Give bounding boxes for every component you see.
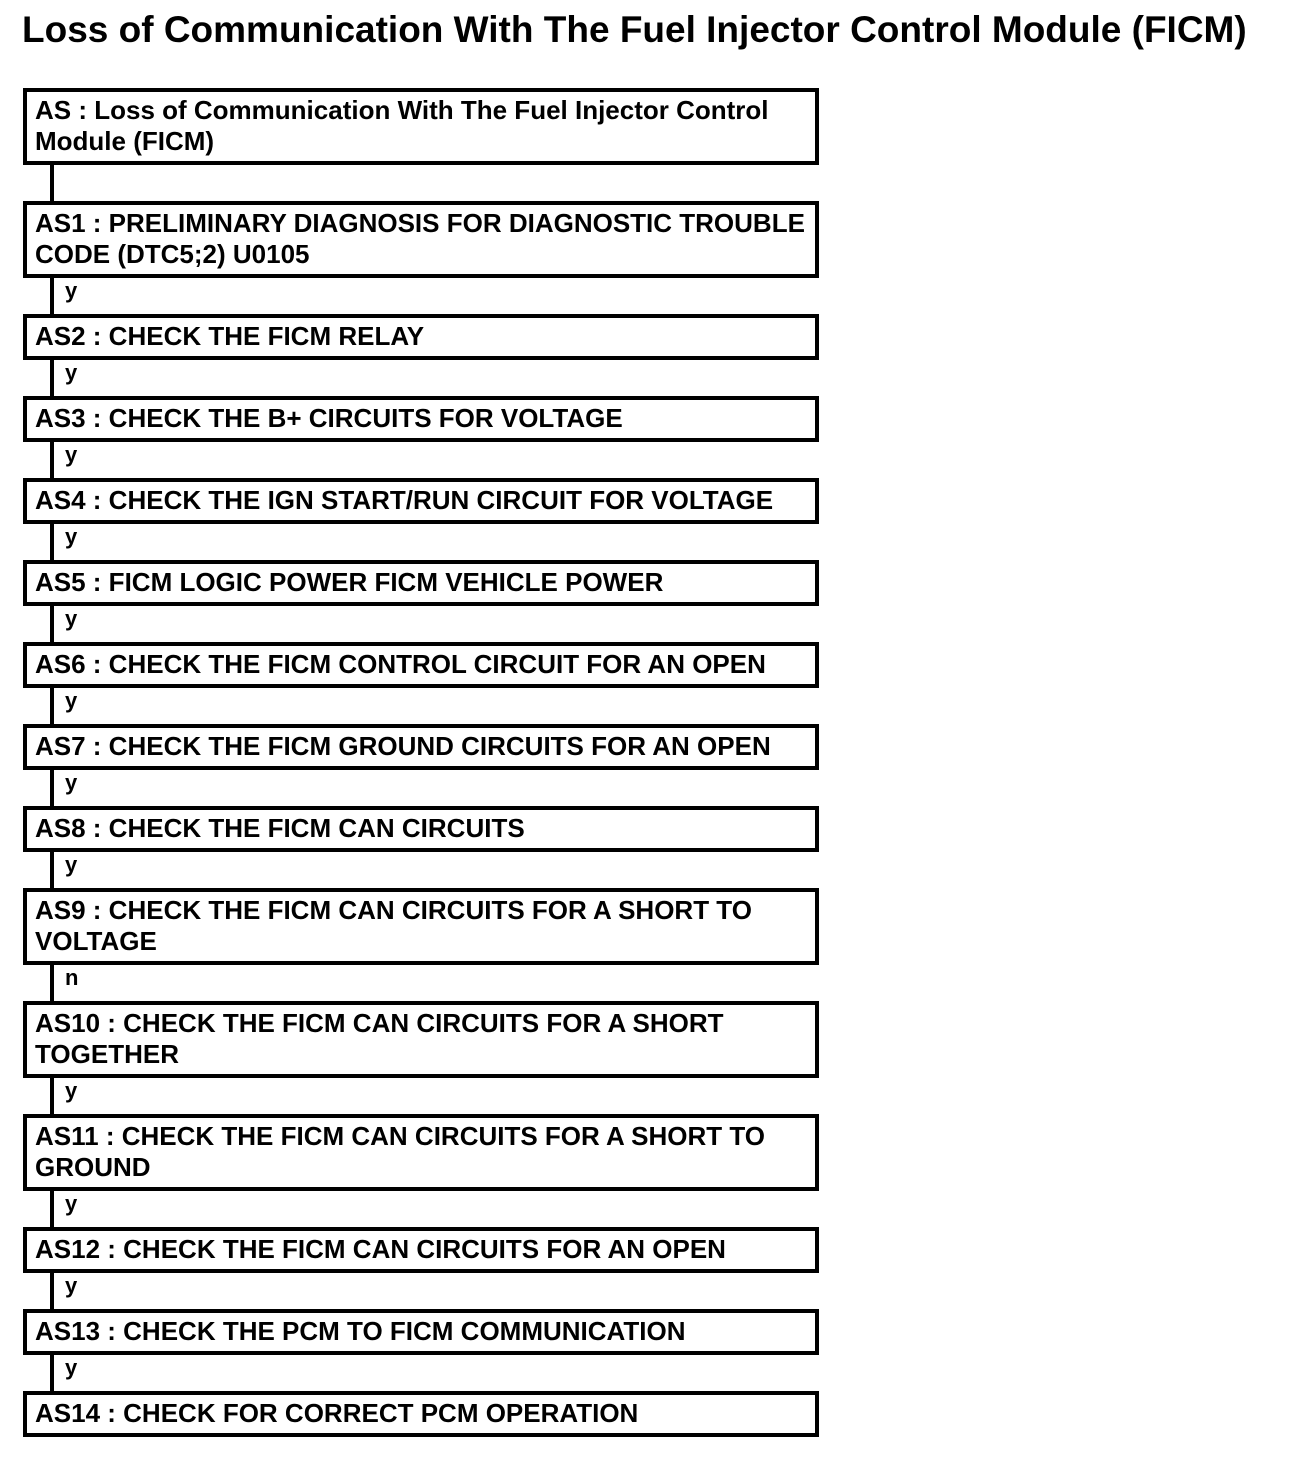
connector-line [50, 165, 54, 201]
flow-step-box: AS5 : FICM LOGIC POWER FICM VEHICLE POWER [23, 560, 819, 606]
branch-label: y [65, 1191, 78, 1216]
connector-line [50, 1273, 54, 1309]
branch-label: y [65, 770, 78, 795]
branch-label: y [65, 360, 78, 385]
page-title: Loss of Communication With The Fuel Injector Control Module (FICM) [22, 9, 1247, 50]
flow-step-box: AS14 : CHECK FOR CORRECT PCM OPERATION [23, 1391, 819, 1437]
connector-line [50, 965, 54, 1001]
flow-step-box: AS4 : CHECK THE IGN START/RUN CIRCUIT FOR VOLTAGE [23, 478, 819, 524]
flow-connector [23, 524, 819, 560]
flow-connector [23, 278, 819, 314]
flow-step-box: AS7 : CHECK THE FICM GROUND CIRCUITS FOR AN OPEN [23, 724, 819, 770]
flow-step-box: AS10 : CHECK THE FICM CAN CIRCUITS FOR A SHORT TOGETHER [23, 1001, 819, 1078]
flow-step-box: AS11 : CHECK THE FICM CAN CIRCUITS FOR A SHORT TO GROUND [23, 1114, 819, 1191]
flow-step-box: AS6 : CHECK THE FICM CONTROL CIRCUIT FOR AN OPEN [23, 642, 819, 688]
flow-step-box: AS3 : CHECK THE B+ CIRCUITS FOR VOLTAGE [23, 396, 819, 442]
branch-label: y [65, 606, 78, 631]
branch-label: y [65, 442, 78, 467]
flow-step-box: AS2 : CHECK THE FICM RELAY [23, 314, 819, 360]
connector-line [50, 1191, 54, 1227]
connector-line [50, 1078, 54, 1114]
branch-label: y [65, 688, 78, 713]
connector-line [50, 852, 54, 888]
branch-label: y [65, 852, 78, 877]
flow-connector [23, 770, 819, 806]
flow-connector [23, 1191, 819, 1227]
connector-line [50, 770, 54, 806]
flow-step-box: AS1 : PRELIMINARY DIAGNOSIS FOR DIAGNOSTIC TROUBLE CODE (DTC5;2) U0105 [23, 201, 819, 278]
connector-line [50, 360, 54, 396]
connector-line [50, 524, 54, 560]
branch-label: y [65, 1273, 78, 1298]
flow-connector [23, 606, 819, 642]
flow-connector [23, 1078, 819, 1114]
flow-connector [23, 965, 819, 1001]
flow-step-box: AS9 : CHECK THE FICM CAN CIRCUITS FOR A SHORT TO VOLTAGE [23, 888, 819, 965]
flow-connector [23, 852, 819, 888]
connector-line [50, 1355, 54, 1391]
connector-line [50, 442, 54, 478]
connector-line [50, 606, 54, 642]
branch-label: y [65, 524, 78, 549]
flow-connector [23, 165, 819, 201]
branch-label: y [65, 1355, 78, 1380]
flow-connector [23, 688, 819, 724]
flow-step-box: AS12 : CHECK THE FICM CAN CIRCUITS FOR AN OPEN [23, 1227, 819, 1273]
flowchart [23, 88, 819, 1437]
flow-connector [23, 1273, 819, 1309]
flow-connector [23, 1355, 819, 1391]
branch-label: y [65, 278, 78, 303]
branch-label: n [65, 965, 79, 990]
branch-label: y [65, 1078, 78, 1103]
connector-line [50, 688, 54, 724]
flow-step-box: AS : Loss of Communication With The Fuel Injector Control Module (FICM) [23, 88, 819, 165]
flow-connector [23, 360, 819, 396]
flow-connector [23, 442, 819, 478]
flow-step-box: AS13 : CHECK THE PCM TO FICM COMMUNICATION [23, 1309, 819, 1355]
connector-line [50, 278, 54, 314]
flow-step-box: AS8 : CHECK THE FICM CAN CIRCUITS [23, 806, 819, 852]
